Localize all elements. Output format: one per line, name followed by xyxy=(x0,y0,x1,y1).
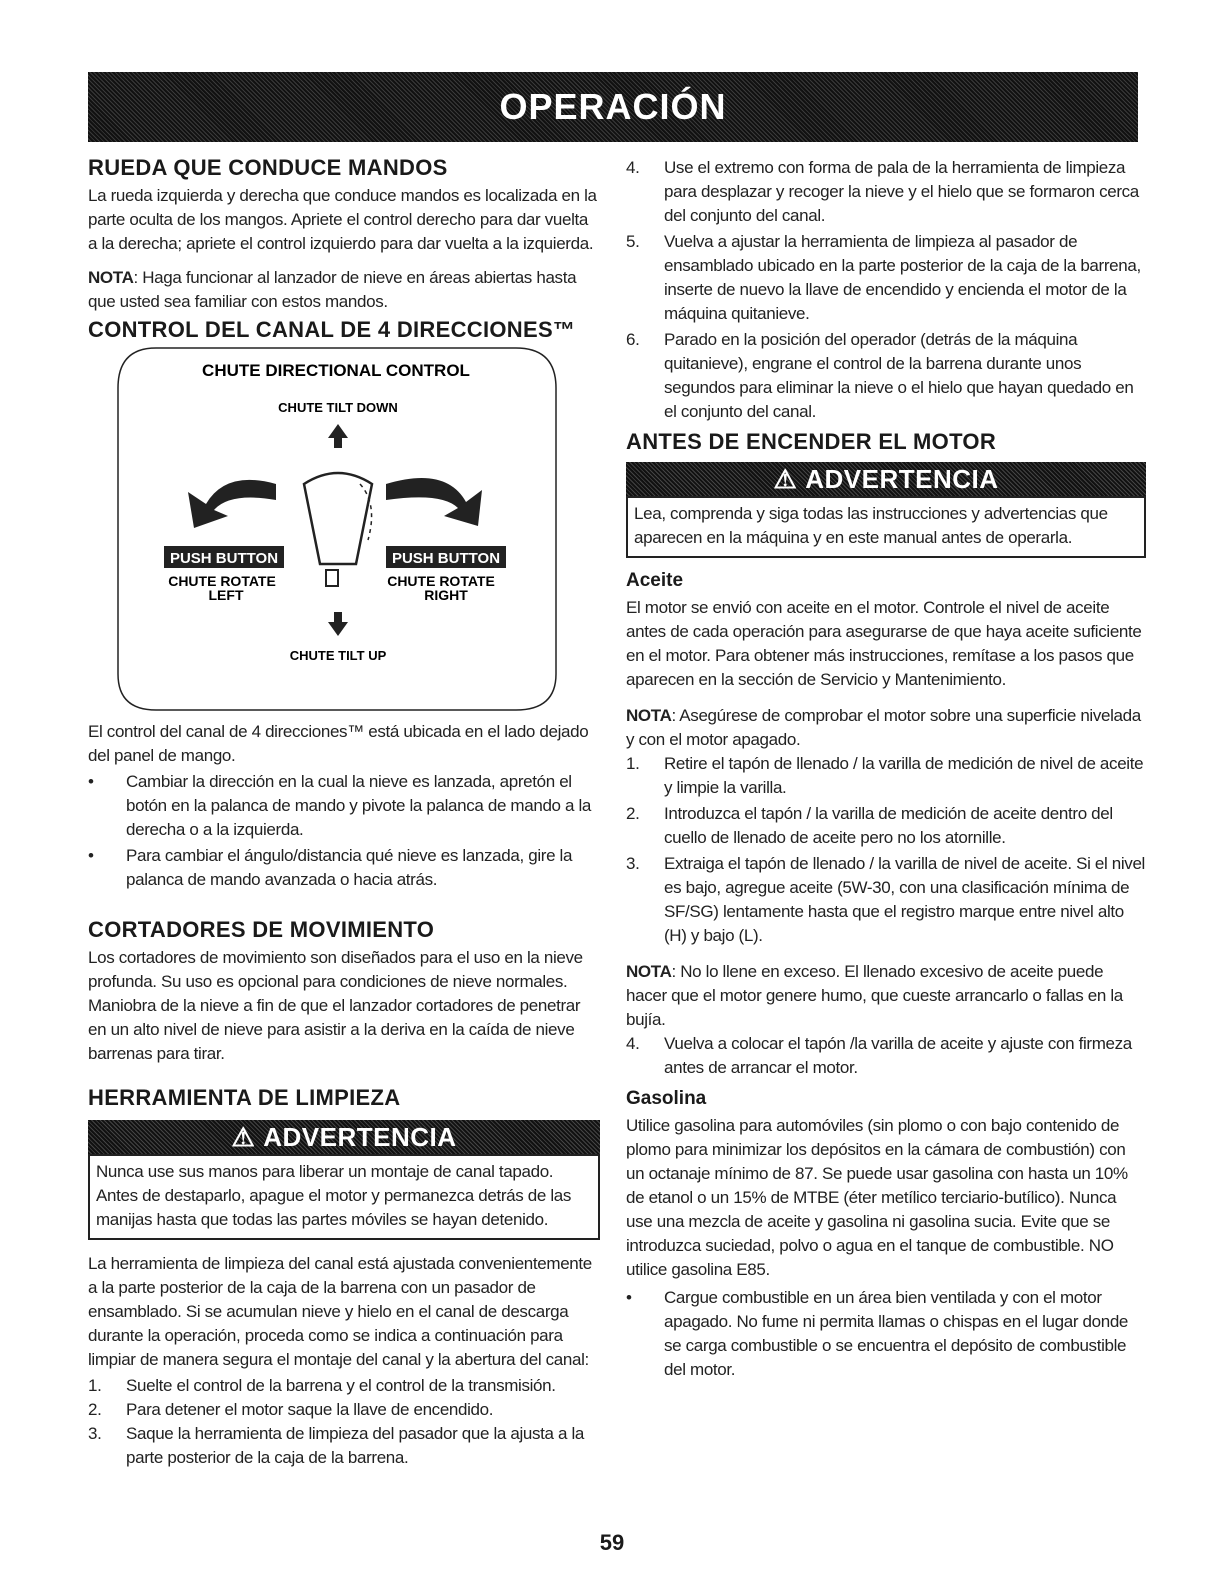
warning-title: ADVERTENCIA xyxy=(805,463,999,494)
arrow-down-icon xyxy=(328,612,348,636)
aceite-step-4 xyxy=(626,1032,1146,1080)
rotate-left-label-2: LEFT xyxy=(208,587,244,603)
nota-label: NOTA xyxy=(626,706,672,725)
rueda-body: La rueda izquierda y derecha que conduce mandos es localizada en la parte oculta de los mangos. Apriete el control derecho para dar vuelta a la derecha; apriete el control izquierdo para dar vuelta a la izquierda. xyxy=(88,186,597,253)
aceite-body: El motor se envió con aceite en el motor. Controle el nivel de aceite antes de cada operación para asegurarse de que haya aceite suficiente en el motor. Para obtener más instrucciones, remítase a los pasos que aparecen en la sección de Servicio y Mantenimiento. xyxy=(626,598,1142,689)
antes-warning xyxy=(626,462,1146,558)
list-item: 1. Retire el tapón de llenado / la varilla de medición de nivel de aceite y limpie la varilla. xyxy=(626,754,1144,797)
push-button-left-label: PUSH BUTTON xyxy=(169,550,279,567)
warning-bar xyxy=(88,1120,600,1154)
tilt-up-label: CHUTE TILT UP xyxy=(289,648,387,663)
right-column xyxy=(626,156,1146,1382)
push-button-right-label: PUSH BUTTON xyxy=(391,550,501,567)
list-item: • Cambiar la dirección en la cual la nieve es lanzada, apretón el botón en la palanca de mando y pivote la palanca de mando a la derecha o a la izquierda. xyxy=(88,772,592,839)
rotate-left-arrow-icon xyxy=(188,480,276,528)
rotate-right-arrow-icon xyxy=(386,478,482,526)
nota-text: : Haga funcionar al lanzador de nieve en áreas abiertas hasta que usted sea familiar con estos mandos. xyxy=(88,268,577,311)
list-item: 2. Para detener el motor saque la llave de encendido. xyxy=(88,1400,494,1419)
cortadores-body: Los cortadores de movimiento son diseñados para el uso en la nieve profunda. Su uso es opcional para condiciones de nieve normales. Maniobra de la nieve a fin de que el lanzador cortadores de penetrar en un alto nivel de nieve para asistir a la deriva en la caída de nieve barrenas para tirar. xyxy=(88,948,583,1063)
rotate-right-label-2: RIGHT xyxy=(424,587,468,603)
steps-continued xyxy=(626,156,1146,424)
nota-label: NOTA xyxy=(626,962,672,981)
herramienta-steps xyxy=(88,1374,600,1470)
rotate-left-label-1: CHUTE ROTATE xyxy=(168,573,276,589)
list-item: • Para cambiar el ángulo/distancia qué nieve es lanzada, gire la palanca de mando avanzada o hacia atrás. xyxy=(88,846,573,889)
list-item: 3. Extraiga el tapón de llenado / la varilla de nivel de aceite. Si el nivel es bajo, agregue aceite (5W-30, con una clasificación mínima de SF/SG) lentamente hasta que el registro marque entre nivel alto (H) y bajo (L). xyxy=(626,854,1145,945)
push-button-icon xyxy=(326,570,338,586)
chute-diagram-svg xyxy=(116,344,558,714)
warning-box xyxy=(626,496,1146,558)
warning-bar xyxy=(626,462,1146,496)
list-item: 1. Suelte el control de la barrena y el control de la transmisión. xyxy=(88,1376,556,1395)
arrow-up-icon xyxy=(328,424,348,448)
list-item: 4. Use el extremo con forma de pala de la herramienta de limpieza para desplazar y recoger la nieve y el hielo que se formaron cerca del conjunto del canal. xyxy=(626,158,1139,225)
control-bullets xyxy=(88,770,600,892)
warning-text: Lea, comprenda y siga todas las instrucciones y advertencias que aparecen en la máquina y en este manual antes de operarla. xyxy=(634,504,1108,547)
rueda-nota xyxy=(88,266,600,314)
control-heading: CONTROL DEL CANAL DE 4 DIRECCIONES™ xyxy=(88,317,576,342)
control-body: El control del canal de 4 direcciones™ está ubicada en el lado dejado del panel de mango. xyxy=(88,722,589,765)
list-item: 4. Vuelva a colocar el tapón /la varilla de aceite y ajuste con firmeza antes de arrancar el motor. xyxy=(626,1034,1132,1077)
gasolina-heading: Gasolina xyxy=(626,1088,707,1109)
warning-title: ADVERTENCIA xyxy=(263,1121,457,1152)
diagram-title: CHUTE DIRECTIONAL CONTROL xyxy=(202,361,470,380)
list-item: 6. Parado en la posición del operador (detrás de la máquina quitanieve), engrane el control de la barrena durante unos segundos para eliminar la nieve o el hielo que hayan quedado en el conjunto del canal. xyxy=(626,330,1134,421)
herramienta-warning xyxy=(88,1120,600,1240)
left-column xyxy=(88,154,600,1470)
nota-text: : No lo llene en exceso. El llenado excesivo de aceite puede hacer que el motor genere humo, que cueste arrancarlo o fallas en la bujía. xyxy=(626,962,1123,1029)
herramienta-heading: HERRAMIENTA DE LIMPIEZA xyxy=(88,1085,401,1110)
herramienta-body: La herramienta de limpieza del canal está ajustada convenientemente a la parte posterior de la caja de la barrena con un pasador de ensamblado. Si se acumulan nieve y hielo en el canal de descarga durante la operación, proceda como se indica a continuación para limpiar de manera segura el montaje del canal y la abertura del canal: xyxy=(88,1254,592,1369)
gasolina-bullets xyxy=(626,1286,1146,1382)
tilt-down-label: CHUTE TILT DOWN xyxy=(278,400,398,415)
rotate-right-label-1: CHUTE ROTATE xyxy=(387,573,495,589)
list-item: • Cargue combustible en un área bien ventilada y con el motor apagado. No fume ni permita llamas o chispas en el lugar donde se carga combustible o se encuentra el depósito de combustible del motor. xyxy=(626,1288,1129,1379)
warning-text: Nunca use sus manos para liberar un montaje de canal tapado. Antes de destaparlo, apague el motor y permanezca detrás de las manijas hasta que todas las partes móviles se hayan detenido. xyxy=(96,1162,572,1229)
aceite-nota-2 xyxy=(626,960,1146,1032)
warning-icon: ⚠ xyxy=(231,1121,256,1152)
aceite-heading: Aceite xyxy=(626,570,684,591)
list-item: 2. Introduzca el tapón / la varilla de medición de aceite dentro del cuello de llenado de aceite pero no los atornille. xyxy=(626,804,1113,847)
aceite-steps xyxy=(626,752,1146,948)
list-item: 3. Saque la herramienta de limpieza del pasador que la ajusta a la parte posterior de la caja de la barrena. xyxy=(88,1424,585,1467)
nota-label: NOTA xyxy=(88,268,134,287)
chute-control-diagram xyxy=(116,344,558,714)
list-item: 5. Vuelva a ajustar la herramienta de limpieza al pasador de ensamblado ubicado en la parte posterior de la caja de la barrena, inserte de nuevo la llave de encendido y encienda el motor de la máquina quitanieve. xyxy=(626,232,1141,323)
aceite-nota-1 xyxy=(626,704,1146,752)
nota-text: : Asegúrese de comprobar el motor sobre una superficie nivelada y con el motor apagado. xyxy=(626,706,1141,749)
page-title: OPERACIÓN xyxy=(499,86,727,127)
rueda-heading: RUEDA QUE CONDUCE MANDOS xyxy=(88,155,448,180)
page-number: 59 xyxy=(599,1530,625,1555)
cortadores-heading: CORTADORES DE MOVIMIENTO xyxy=(88,917,435,942)
warning-box xyxy=(88,1154,600,1240)
warning-icon: ⚠ xyxy=(773,463,798,494)
antes-heading: ANTES DE ENCENDER EL MOTOR xyxy=(626,429,997,454)
page-banner xyxy=(88,72,1138,142)
gasolina-body: Utilice gasolina para automóviles (sin plomo o con bajo contenido de plomo para minimizar los depósitos en la cámara de combustión) con un octanaje mínimo de 87. Se puede usar gasolina con hasta un 10% de etanol o un 15% de MTBE (éter metílico terciario-butílico). Nunca use una mezcla de aceite y gasolina ni gasolina sucia. Evite que se introduzca suciedad, polvo o agua en el tanque de combustible. NO utilice gasolina E85. xyxy=(626,1116,1128,1279)
